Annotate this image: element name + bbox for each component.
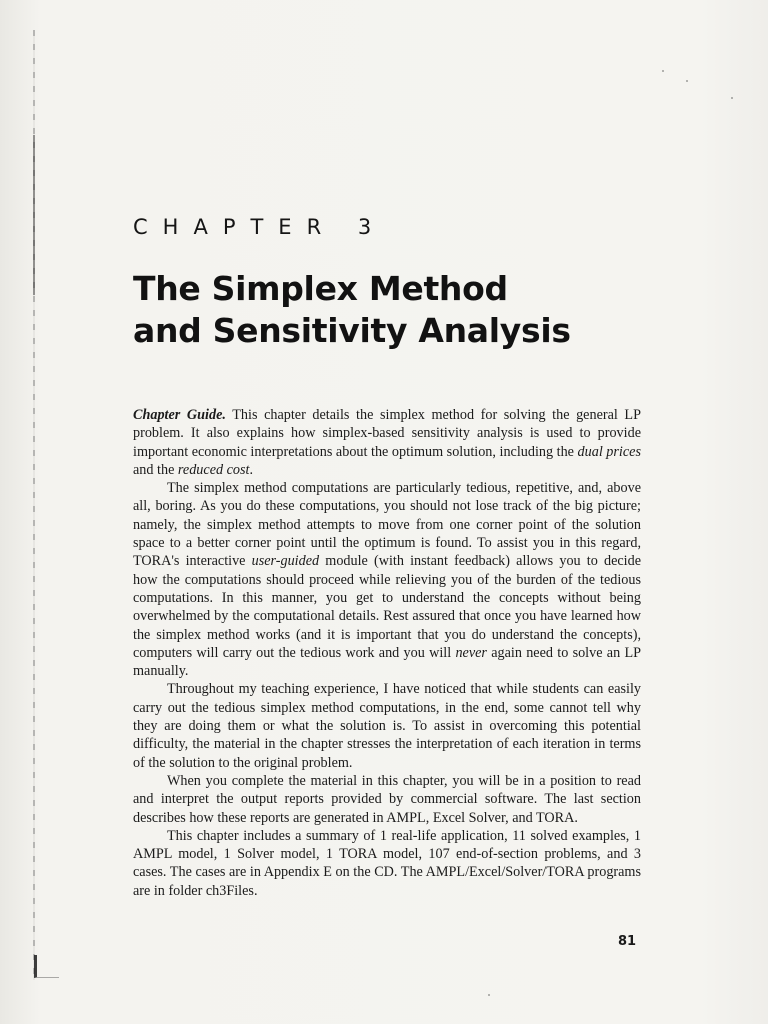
chapter-title-line-1: The Simplex Method	[133, 269, 508, 308]
chapter-title	[133, 268, 571, 352]
chapter-guide-lead: Chapter Guide.	[133, 407, 226, 423]
chapter-guide-text	[133, 406, 641, 900]
binding-corner-mark	[34, 955, 59, 978]
page-number: 81	[618, 934, 637, 949]
term-dual-prices: dual prices	[577, 443, 641, 460]
scan-speck	[488, 994, 490, 996]
paragraph-teaching-experience: Throughout my teaching experience, I have noticed that while students can easily carry out the tedious simplex method computations, in the end, some cannot tell why they are doing them or what the solution is. To assist in overcoming this potential difficulty, the material in the chapter stresses the interpretation of each iteration in terms of the solution to the original problem.	[133, 681, 641, 771]
scan-speck	[662, 70, 664, 72]
paragraph-chapter-guide: Chapter Guide. This chapter details the simplex method for solving the general LP problem. It also explains how simplex-based sensitivity analysis is used to provide important economic interpretations about the optimum solution, including the dual prices and the reduced cost.	[133, 407, 641, 478]
scan-speck	[686, 80, 688, 82]
term-never: never	[455, 644, 487, 661]
paragraph-output-reports: When you complete the material in this chapter, you will be in a position to read and interpret the output reports provided by commercial software. The last section describes how these reports are generated in AMPL, Excel Solver, and TORA.	[133, 772, 641, 826]
binding-edge-dark	[33, 135, 35, 295]
chapter-label: CHAPTER 3	[133, 215, 387, 239]
chapter-title-line-2: and Sensitivity Analysis	[133, 311, 571, 350]
term-user-guided: user-guided	[251, 553, 320, 570]
term-reduced-cost: reduced cost	[177, 461, 250, 478]
paragraph-simplex-computations: The simplex method computations are particularly tedious, repetitive, and, above all, boring. As you do these computations, you should not lose track of the big picture; namely, the simplex method attempts to move from one corner point of the solution space to a better corner point until the optimum is found. To assist you in this regard, TORA's interactive user-guided module (with instant feedback) allows you to decide how the computations should proceed while relieving you of the burden of the tedious computations. In this manner, you get to understand the concepts without being overwhelmed by the computational details. Rest assured that once you have learned how the simplex method works (and it is important that you do understand the concepts), computers will carry out the tedious work and you will never again need to solve an LP manually.	[133, 480, 642, 680]
scan-speck	[731, 97, 733, 99]
paragraph-chapter-contents: This chapter includes a summary of 1 real-life application, 11 solved examples, 1 AMPL model, 1 Solver model, 1 TORA model, 107 end-of-section problems, and 3 cases. The cases are in Appendix E on the CD. The AMPL/Excel/Solver/TORA programs are in folder ch3Files.	[133, 827, 641, 899]
